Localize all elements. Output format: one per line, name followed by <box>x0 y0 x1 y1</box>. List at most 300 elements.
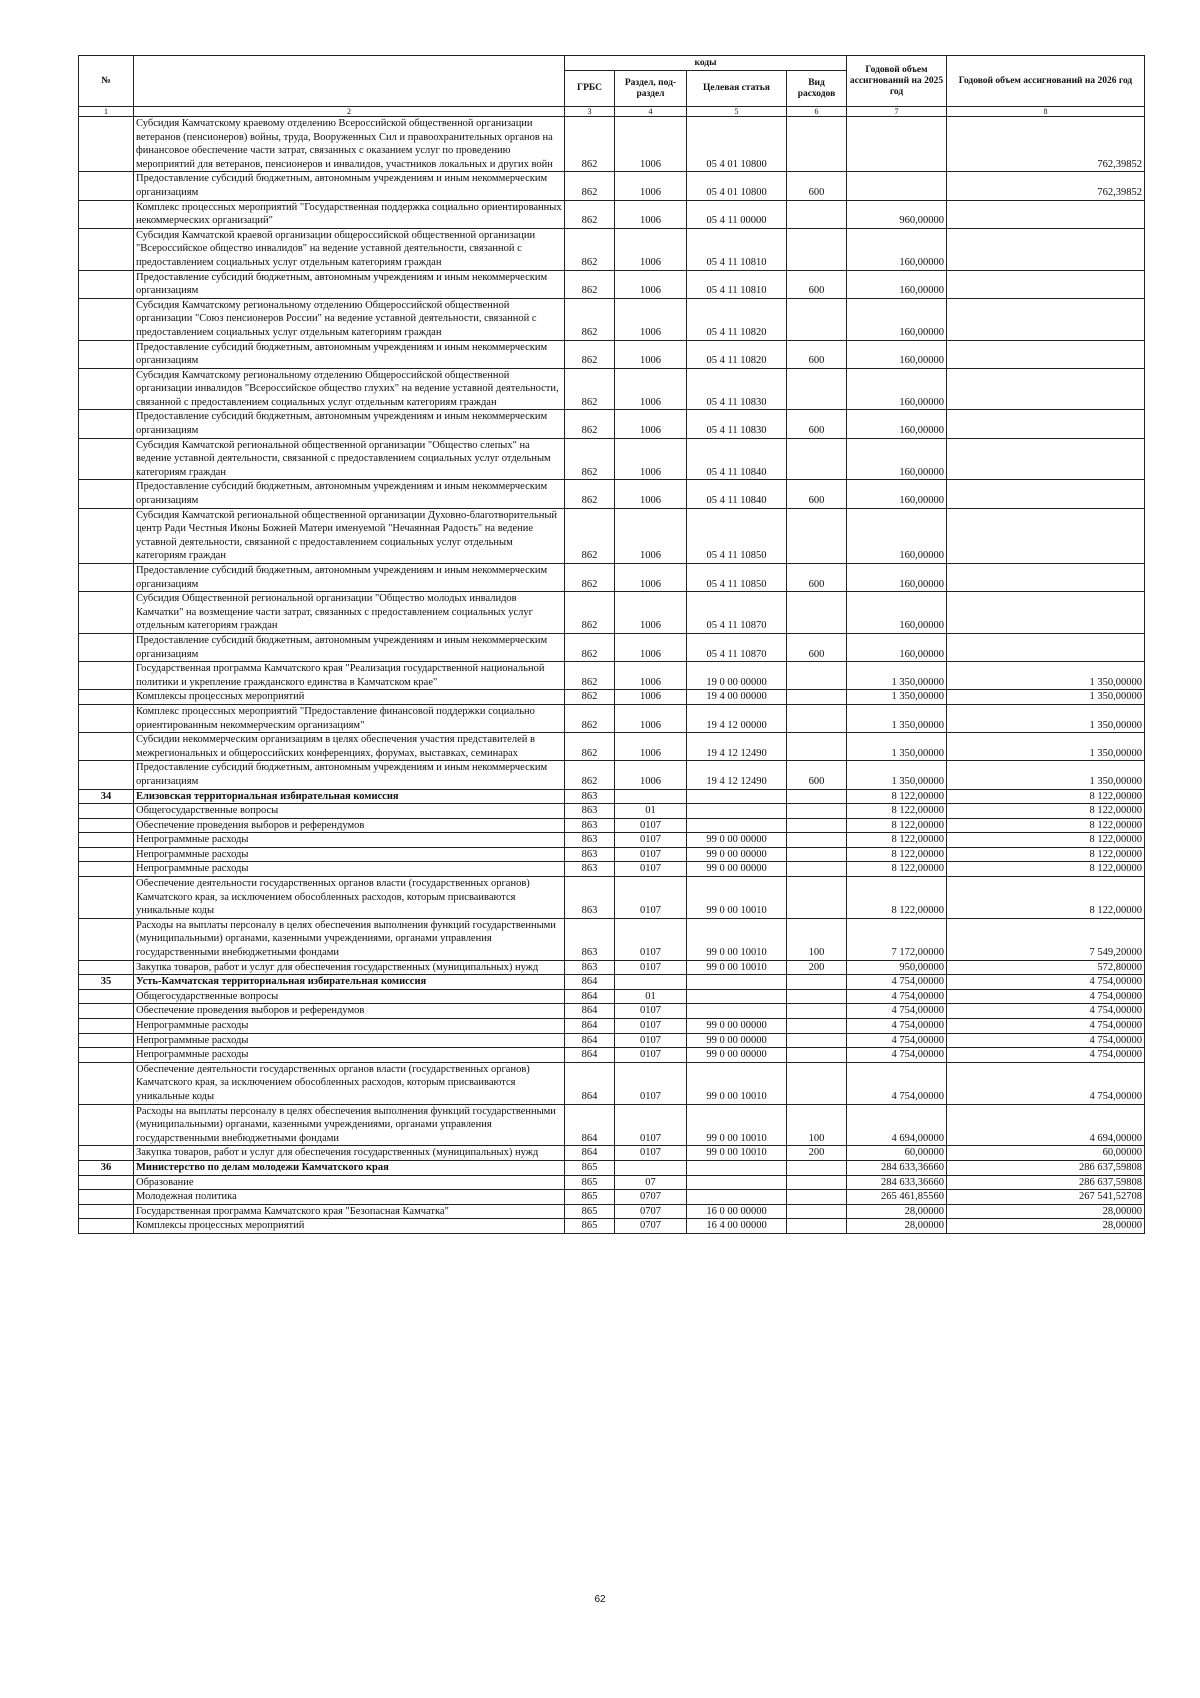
row-amount-2026 <box>947 340 1145 368</box>
row-razdel: 0107 <box>615 862 687 877</box>
row-name: Усть-Камчатская территориальная избирательная комиссия <box>134 975 565 990</box>
row-expense-type: 600 <box>787 633 847 661</box>
row-name: Министерство по делам молодежи Камчатского края <box>134 1160 565 1175</box>
row-name: Предоставление субсидий бюджетным, автономным учреждениям и иным некоммерческим организациям <box>134 761 565 789</box>
row-number <box>79 1204 134 1219</box>
row-number <box>79 662 134 690</box>
row-grbs: 862 <box>565 172 615 200</box>
row-grbs: 863 <box>565 918 615 960</box>
row-razdel: 1006 <box>615 172 687 200</box>
row-expense-type <box>787 228 847 270</box>
row-razdel <box>615 1160 687 1175</box>
row-target-article: 99 0 00 10010 <box>687 1146 787 1161</box>
row-amount-2025: 4 754,00000 <box>847 975 947 990</box>
table-row <box>79 270 1145 298</box>
row-grbs: 863 <box>565 789 615 804</box>
row-expense-type: 200 <box>787 960 847 975</box>
table-row <box>79 200 1145 228</box>
row-target-article: 99 0 00 10010 <box>687 918 787 960</box>
budget-allocation-table <box>78 55 1145 1234</box>
row-amount-2025: 160,00000 <box>847 410 947 438</box>
row-amount-2026: 4 754,00000 <box>947 1048 1145 1063</box>
table-row <box>79 761 1145 789</box>
table-row <box>79 989 1145 1004</box>
row-razdel: 1006 <box>615 200 687 228</box>
row-target-article: 16 4 00 00000 <box>687 1219 787 1234</box>
row-amount-2026: 4 754,00000 <box>947 1004 1145 1019</box>
row-grbs: 862 <box>565 480 615 508</box>
row-expense-type <box>787 1033 847 1048</box>
row-target-article: 05 4 11 10840 <box>687 480 787 508</box>
row-amount-2025: 265 461,85560 <box>847 1190 947 1205</box>
row-number <box>79 690 134 705</box>
table-row <box>79 877 1145 919</box>
row-number <box>79 833 134 848</box>
row-name: Расходы на выплаты персоналу в целях обеспечения выполнения функций государственными (муниципальными) органами, казенными учреждениями, органами управления государственными внебюджетными фондами <box>134 918 565 960</box>
row-target-article: 05 4 11 00000 <box>687 200 787 228</box>
row-expense-type: 100 <box>787 1104 847 1146</box>
row-grbs: 864 <box>565 1062 615 1104</box>
row-razdel: 0707 <box>615 1204 687 1219</box>
row-razdel: 01 <box>615 804 687 819</box>
row-amount-2025: 160,00000 <box>847 508 947 563</box>
row-grbs: 862 <box>565 508 615 563</box>
table-row <box>79 480 1145 508</box>
table-row <box>79 789 1145 804</box>
row-target-article <box>687 975 787 990</box>
row-name: Предоставление субсидий бюджетным, автономным учреждениям и иным некоммерческим организациям <box>134 340 565 368</box>
row-amount-2026: 8 122,00000 <box>947 789 1145 804</box>
row-target-article: 99 0 00 00000 <box>687 862 787 877</box>
row-expense-type: 600 <box>787 410 847 438</box>
row-number <box>79 228 134 270</box>
budget-table-sheet <box>78 55 1144 1234</box>
row-target-article: 99 0 00 10010 <box>687 877 787 919</box>
table-row <box>79 368 1145 410</box>
row-target-article <box>687 1190 787 1205</box>
row-amount-2025: 160,00000 <box>847 438 947 480</box>
colnum-4: 4 <box>615 107 687 117</box>
row-target-article: 19 4 12 12490 <box>687 761 787 789</box>
row-number <box>79 877 134 919</box>
row-amount-2025: 960,00000 <box>847 200 947 228</box>
row-expense-type <box>787 1175 847 1190</box>
row-name: Непрограммные расходы <box>134 862 565 877</box>
row-name: Субсидия Камчатской региональной общественной организации Духовно-благотворительный центр Ради Честныя Иконы Божией Матери именуемой "Нечаянная Радость" на ведение уставной деятельности, связанной с предоставлением социальных услуг отдельным категориям граждан <box>134 508 565 563</box>
row-number <box>79 1048 134 1063</box>
row-expense-type: 600 <box>787 340 847 368</box>
row-number <box>79 410 134 438</box>
row-number <box>79 704 134 732</box>
row-name: Субсидии некоммерческим организациям в целях обеспечения участия представителей в межрегиональных и общероссийских конференциях, форумах, выставках, семинарах <box>134 733 565 761</box>
row-number <box>79 818 134 833</box>
table-row <box>79 1160 1145 1175</box>
row-grbs: 865 <box>565 1175 615 1190</box>
table-row <box>79 690 1145 705</box>
row-amount-2026 <box>947 200 1145 228</box>
row-grbs: 862 <box>565 662 615 690</box>
row-amount-2026: 286 637,59808 <box>947 1175 1145 1190</box>
row-target-article: 99 0 00 10010 <box>687 1104 787 1146</box>
row-amount-2026: 1 350,00000 <box>947 662 1145 690</box>
row-amount-2026 <box>947 270 1145 298</box>
row-expense-type <box>787 818 847 833</box>
row-amount-2025: 1 350,00000 <box>847 704 947 732</box>
row-grbs: 862 <box>565 368 615 410</box>
row-target-article: 19 4 00 00000 <box>687 690 787 705</box>
row-razdel: 1006 <box>615 410 687 438</box>
row-grbs: 864 <box>565 1019 615 1034</box>
row-grbs: 863 <box>565 804 615 819</box>
colnum-7: 7 <box>847 107 947 117</box>
row-target-article: 99 0 00 00000 <box>687 1033 787 1048</box>
row-razdel: 0107 <box>615 918 687 960</box>
row-amount-2026: 60,00000 <box>947 1146 1145 1161</box>
header-razdel: Раздел, под-раздел <box>615 71 687 107</box>
row-amount-2025: 8 122,00000 <box>847 862 947 877</box>
row-amount-2026: 4 754,00000 <box>947 975 1145 990</box>
row-amount-2026: 8 122,00000 <box>947 847 1145 862</box>
table-row <box>79 833 1145 848</box>
row-target-article: 05 4 11 10870 <box>687 592 787 634</box>
row-amount-2025: 1 350,00000 <box>847 690 947 705</box>
row-amount-2026: 4 754,00000 <box>947 1062 1145 1104</box>
row-expense-type <box>787 989 847 1004</box>
row-name: Субсидия Камчатской краевой организации общероссийской общественной организации "Всероссийское общество инвалидов" на ведение уставной деятельности, связанной с предоставлением социальных услуг отдельным категориям граждан <box>134 228 565 270</box>
row-grbs: 862 <box>565 564 615 592</box>
row-razdel: 1006 <box>615 690 687 705</box>
row-number <box>79 633 134 661</box>
row-amount-2025 <box>847 117 947 172</box>
table-row <box>79 1146 1145 1161</box>
row-grbs: 862 <box>565 117 615 172</box>
row-target-article: 05 4 11 10810 <box>687 270 787 298</box>
table-row <box>79 804 1145 819</box>
row-grbs: 862 <box>565 704 615 732</box>
row-razdel: 0107 <box>615 1004 687 1019</box>
row-razdel: 0107 <box>615 1146 687 1161</box>
row-grbs: 864 <box>565 1146 615 1161</box>
row-number <box>79 1062 134 1104</box>
row-target-article: 05 4 11 10820 <box>687 340 787 368</box>
table-row <box>79 1190 1145 1205</box>
row-grbs: 864 <box>565 989 615 1004</box>
row-razdel: 0707 <box>615 1219 687 1234</box>
header-vid: Вид расходов <box>787 71 847 107</box>
table-row <box>79 704 1145 732</box>
table-row <box>79 662 1145 690</box>
table-row <box>79 862 1145 877</box>
row-name: Субсидия Камчатскому региональному отделению Общероссийской общественной организации "Союз пенсионеров России" на ведение уставной деятельности, связанной с предоставлением социальных услуг отдельным категориям граждан <box>134 298 565 340</box>
row-number <box>79 1190 134 1205</box>
row-grbs: 863 <box>565 833 615 848</box>
row-grbs: 862 <box>565 733 615 761</box>
row-expense-type <box>787 1004 847 1019</box>
row-number <box>79 918 134 960</box>
row-grbs: 863 <box>565 818 615 833</box>
row-amount-2025: 160,00000 <box>847 340 947 368</box>
row-amount-2026 <box>947 592 1145 634</box>
row-name: Общегосударственные вопросы <box>134 804 565 819</box>
row-number <box>79 340 134 368</box>
row-name: Обеспечение деятельности государственных органов власти (государственных органов) Камчатского края, за исключением обособленных расходов, которым присваиваются уникальные коды <box>134 1062 565 1104</box>
table-row <box>79 117 1145 172</box>
row-expense-type: 600 <box>787 761 847 789</box>
row-expense-type <box>787 1019 847 1034</box>
row-grbs: 863 <box>565 877 615 919</box>
row-target-article: 99 0 00 00000 <box>687 847 787 862</box>
row-amount-2025: 4 754,00000 <box>847 1062 947 1104</box>
row-grbs: 862 <box>565 761 615 789</box>
row-amount-2026: 8 122,00000 <box>947 818 1145 833</box>
row-expense-type <box>787 789 847 804</box>
row-target-article: 16 0 00 00000 <box>687 1204 787 1219</box>
row-target-article <box>687 789 787 804</box>
row-name: Предоставление субсидий бюджетным, автономным учреждениям и иным некоммерческим организациям <box>134 564 565 592</box>
row-expense-type <box>787 804 847 819</box>
row-grbs: 864 <box>565 1104 615 1146</box>
page-number: 62 <box>594 1594 606 1605</box>
row-amount-2025: 28,00000 <box>847 1219 947 1234</box>
row-expense-type <box>787 508 847 563</box>
row-razdel: 1006 <box>615 298 687 340</box>
table-row <box>79 172 1145 200</box>
row-grbs: 862 <box>565 228 615 270</box>
row-name: Непрограммные расходы <box>134 833 565 848</box>
row-number <box>79 761 134 789</box>
row-amount-2025: 160,00000 <box>847 592 947 634</box>
row-grbs: 864 <box>565 975 615 990</box>
row-name: Субсидия Общественной региональной организации "Общество молодых инвалидов Камчатки" на возмещение части затрат, связанных с предоставлением социальных услуг отдельным категориям граждан <box>134 592 565 634</box>
row-expense-type <box>787 1048 847 1063</box>
row-amount-2025: 4 754,00000 <box>847 1048 947 1063</box>
row-grbs: 864 <box>565 1033 615 1048</box>
row-target-article <box>687 1160 787 1175</box>
table-row <box>79 298 1145 340</box>
row-amount-2025: 1 350,00000 <box>847 662 947 690</box>
row-expense-type: 600 <box>787 172 847 200</box>
row-amount-2025: 8 122,00000 <box>847 789 947 804</box>
row-razdel: 1006 <box>615 761 687 789</box>
row-number <box>79 1019 134 1034</box>
row-target-article: 05 4 01 10800 <box>687 172 787 200</box>
row-expense-type <box>787 200 847 228</box>
row-amount-2026: 1 350,00000 <box>947 690 1145 705</box>
row-number <box>79 1033 134 1048</box>
row-amount-2025: 160,00000 <box>847 633 947 661</box>
row-razdel: 0107 <box>615 1033 687 1048</box>
row-target-article: 99 0 00 10010 <box>687 1062 787 1104</box>
row-amount-2026 <box>947 564 1145 592</box>
row-number <box>79 989 134 1004</box>
row-amount-2025: 284 633,36660 <box>847 1175 947 1190</box>
row-amount-2026: 762,39852 <box>947 172 1145 200</box>
row-expense-type <box>787 1219 847 1234</box>
row-amount-2025: 8 122,00000 <box>847 804 947 819</box>
row-target-article: 99 0 00 10010 <box>687 960 787 975</box>
row-number <box>79 368 134 410</box>
row-razdel: 01 <box>615 989 687 1004</box>
row-amount-2026 <box>947 508 1145 563</box>
table-row <box>79 960 1145 975</box>
row-expense-type <box>787 1204 847 1219</box>
row-number: 34 <box>79 789 134 804</box>
row-grbs: 862 <box>565 633 615 661</box>
table-row <box>79 1062 1145 1104</box>
colnum-1: 1 <box>79 107 134 117</box>
row-target-article: 05 4 11 10830 <box>687 410 787 438</box>
row-name: Обеспечение деятельности государственных органов власти (государственных органов) Камчатского края, за исключением обособленных расходов, которым присваиваются уникальные коды <box>134 877 565 919</box>
row-razdel: 0107 <box>615 960 687 975</box>
row-name: Непрограммные расходы <box>134 1019 565 1034</box>
row-expense-type <box>787 704 847 732</box>
header-celevaya: Целевая статья <box>687 71 787 107</box>
header-2025: Годовой объем ассигнований на 2025 год <box>847 56 947 107</box>
row-expense-type <box>787 847 847 862</box>
row-razdel <box>615 975 687 990</box>
row-amount-2025: 28,00000 <box>847 1204 947 1219</box>
row-name: Комплекс процессных мероприятий "Предоставление финансовой поддержки социально ориентированным некоммерческим организациям" <box>134 704 565 732</box>
row-razdel: 0107 <box>615 1104 687 1146</box>
row-target-article: 05 4 11 10850 <box>687 564 787 592</box>
row-expense-type <box>787 975 847 990</box>
colnum-8: 8 <box>947 107 1145 117</box>
row-name: Непрограммные расходы <box>134 1033 565 1048</box>
row-name: Закупка товаров, работ и услуг для обеспечения государственных (муниципальных) нужд <box>134 1146 565 1161</box>
row-amount-2025: 4 754,00000 <box>847 1019 947 1034</box>
row-expense-type: 600 <box>787 480 847 508</box>
table-row <box>79 340 1145 368</box>
row-name: Закупка товаров, работ и услуг для обеспечения государственных (муниципальных) нужд <box>134 960 565 975</box>
row-razdel: 1006 <box>615 340 687 368</box>
row-target-article <box>687 1004 787 1019</box>
header-name-blank <box>134 56 565 107</box>
table-row <box>79 228 1145 270</box>
row-name: Предоставление субсидий бюджетным, автономным учреждениям и иным некоммерческим организациям <box>134 480 565 508</box>
row-amount-2026: 1 350,00000 <box>947 704 1145 732</box>
table-row <box>79 633 1145 661</box>
row-grbs: 865 <box>565 1190 615 1205</box>
row-name: Государственная программа Камчатского края "Безопасная Камчатка" <box>134 1204 565 1219</box>
row-target-article: 19 0 00 00000 <box>687 662 787 690</box>
table-row <box>79 1219 1145 1234</box>
table-row <box>79 1019 1145 1034</box>
row-number <box>79 1146 134 1161</box>
row-target-article: 05 4 01 10800 <box>687 117 787 172</box>
row-name: Обеспечение проведения выборов и референдумов <box>134 1004 565 1019</box>
header-2026: Годовой объем ассигнований на 2026 год <box>947 56 1145 107</box>
row-razdel <box>615 789 687 804</box>
row-expense-type <box>787 368 847 410</box>
row-name: Комплексы процессных мероприятий <box>134 1219 565 1234</box>
row-grbs: 864 <box>565 1004 615 1019</box>
row-target-article: 05 4 11 10850 <box>687 508 787 563</box>
row-grbs: 865 <box>565 1160 615 1175</box>
row-number <box>79 564 134 592</box>
row-amount-2026 <box>947 633 1145 661</box>
row-amount-2026: 8 122,00000 <box>947 862 1145 877</box>
colnum-5: 5 <box>687 107 787 117</box>
row-target-article: 05 4 11 10810 <box>687 228 787 270</box>
row-target-article <box>687 989 787 1004</box>
row-amount-2025: 4 694,00000 <box>847 1104 947 1146</box>
row-name: Общегосударственные вопросы <box>134 989 565 1004</box>
row-name: Образование <box>134 1175 565 1190</box>
row-expense-type <box>787 438 847 480</box>
row-name: Елизовская территориальная избирательная комиссия <box>134 789 565 804</box>
row-grbs: 864 <box>565 1048 615 1063</box>
row-razdel: 1006 <box>615 564 687 592</box>
row-grbs: 862 <box>565 690 615 705</box>
row-name: Предоставление субсидий бюджетным, автономным учреждениям и иным некоммерческим организациям <box>134 633 565 661</box>
table-row <box>79 1048 1145 1063</box>
row-expense-type: 200 <box>787 1146 847 1161</box>
row-expense-type <box>787 117 847 172</box>
row-name: Государственная программа Камчатского края "Реализация государственной национальной политики и укрепление гражданского единства в Камчатском крае" <box>134 662 565 690</box>
row-razdel: 0107 <box>615 877 687 919</box>
table-row <box>79 1004 1145 1019</box>
row-grbs: 862 <box>565 592 615 634</box>
table-row <box>79 1175 1145 1190</box>
row-number <box>79 1219 134 1234</box>
row-target-article: 19 4 12 12490 <box>687 733 787 761</box>
row-name: Предоставление субсидий бюджетным, автономным учреждениям и иным некоммерческим организациям <box>134 410 565 438</box>
table-body <box>79 117 1145 1234</box>
row-razdel: 0107 <box>615 1048 687 1063</box>
table-row <box>79 847 1145 862</box>
row-razdel: 1006 <box>615 117 687 172</box>
row-razdel: 1006 <box>615 228 687 270</box>
row-number <box>79 438 134 480</box>
row-expense-type <box>787 833 847 848</box>
row-expense-type: 600 <box>787 270 847 298</box>
row-amount-2026: 4 754,00000 <box>947 989 1145 1004</box>
row-target-article: 05 4 11 10870 <box>687 633 787 661</box>
row-razdel: 1006 <box>615 662 687 690</box>
row-number <box>79 1004 134 1019</box>
row-name: Молодежная политика <box>134 1190 565 1205</box>
row-amount-2026: 8 122,00000 <box>947 877 1145 919</box>
row-number <box>79 1104 134 1146</box>
row-amount-2025: 4 754,00000 <box>847 1033 947 1048</box>
row-target-article: 19 4 12 00000 <box>687 704 787 732</box>
row-amount-2026: 762,39852 <box>947 117 1145 172</box>
row-amount-2026 <box>947 228 1145 270</box>
colnum-6: 6 <box>787 107 847 117</box>
row-name: Обеспечение проведения выборов и референдумов <box>134 818 565 833</box>
row-grbs: 862 <box>565 410 615 438</box>
row-expense-type <box>787 877 847 919</box>
row-name: Субсидия Камчатскому региональному отделению Общероссийской общественной организации инвалидов "Всероссийское общество глухих" на ведение уставной деятельности, связанной с предоставлением социальных услуг отдельным категориям граждан <box>134 368 565 410</box>
row-amount-2026: 1 350,00000 <box>947 761 1145 789</box>
row-amount-2025: 8 122,00000 <box>847 877 947 919</box>
row-grbs: 863 <box>565 862 615 877</box>
row-number <box>79 200 134 228</box>
row-number <box>79 298 134 340</box>
row-grbs: 863 <box>565 960 615 975</box>
row-amount-2025: 4 754,00000 <box>847 989 947 1004</box>
table-row <box>79 975 1145 990</box>
row-name: Субсидия Камчатской региональной общественной организации "Общество слепых" на ведение уставной деятельности, связанной с предоставлением социальных услуг отдельным категориям граждан <box>134 438 565 480</box>
row-amount-2026: 7 549,20000 <box>947 918 1145 960</box>
row-amount-2025: 160,00000 <box>847 298 947 340</box>
row-amount-2025 <box>847 172 947 200</box>
row-amount-2026: 8 122,00000 <box>947 804 1145 819</box>
row-target-article: 99 0 00 00000 <box>687 833 787 848</box>
row-razdel: 0707 <box>615 1190 687 1205</box>
row-expense-type <box>787 862 847 877</box>
row-target-article <box>687 818 787 833</box>
